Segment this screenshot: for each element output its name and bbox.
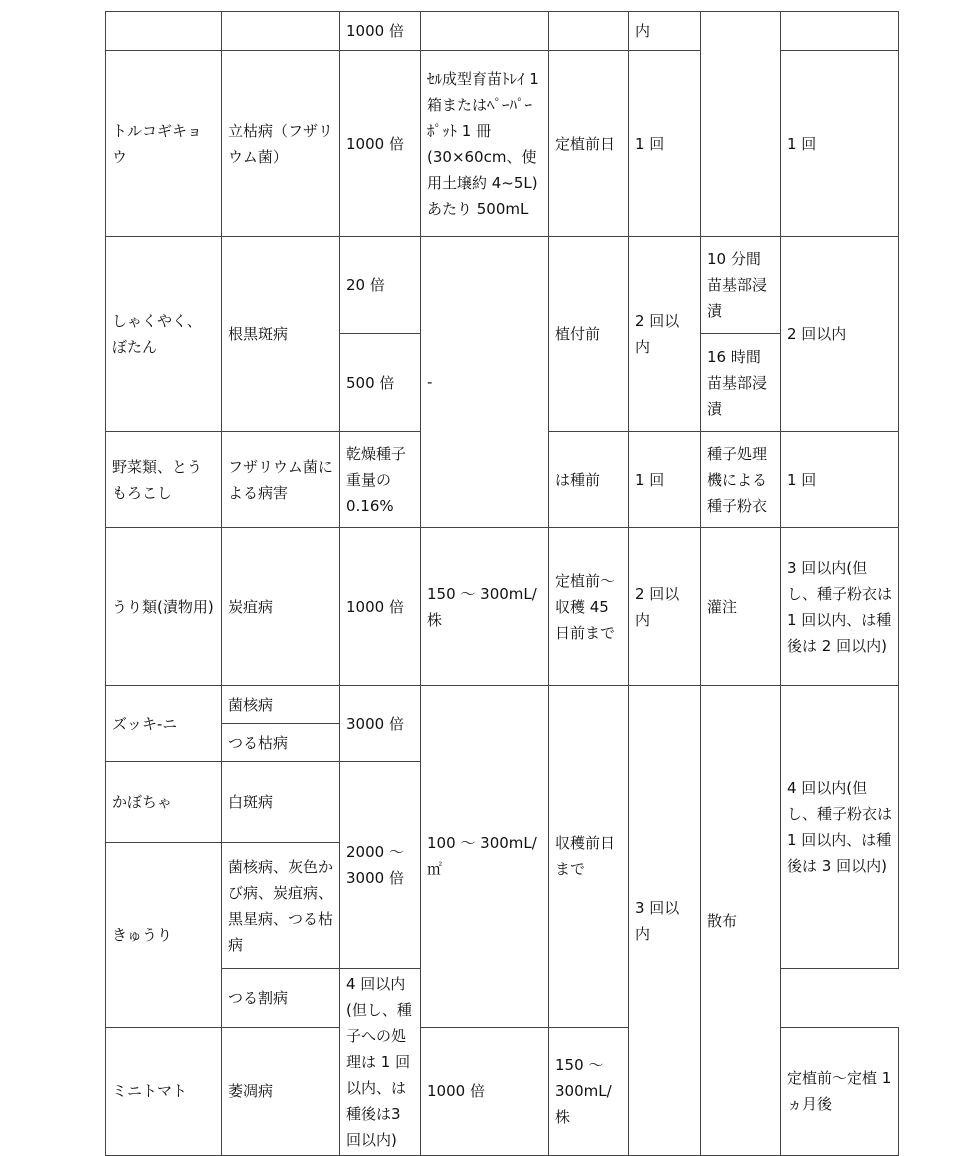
disease-cell: 立枯病（フザリウム菌）	[222, 51, 340, 237]
timing-cell: 収穫前日まで	[549, 686, 629, 1028]
disease-cell: 萎凋病	[222, 1027, 340, 1155]
times-cell: 2 回以内	[629, 237, 701, 432]
table-row	[106, 1027, 899, 1155]
amount-cell: 150 ～ 300mL/株	[421, 528, 549, 686]
disease-cell: 白斑病	[222, 762, 340, 843]
disease-cell	[222, 12, 340, 51]
dilution-cell: 1000 倍	[340, 51, 421, 237]
table-row	[106, 51, 899, 237]
amount-cell: ｾﾙ成型育苗ﾄﾚｲ 1 箱またはﾍﾟｰﾊﾟｰﾎﾟｯﾄ 1 冊(30×60cm、使用土壌約 4~5L)あたり 500mL	[421, 51, 549, 237]
times-cell: 1 回	[629, 432, 701, 528]
dilution-cell: 1000 倍	[340, 12, 421, 51]
times-cell: 2 回以内	[629, 528, 701, 686]
dilution-cell: 乾燥種子重量の 0.16%	[340, 432, 421, 528]
amount-cell: -	[421, 237, 549, 528]
timing-cell: は種前	[549, 432, 629, 528]
timing-cell: 定植前～収穫 45 日前まで	[549, 528, 629, 686]
crop-cell: 野菜類、とうもろこし	[106, 432, 222, 528]
total-cell: 2 回以内	[781, 237, 899, 432]
disease-cell: 菌核病	[222, 686, 340, 724]
disease-cell: つる枯病	[222, 724, 340, 762]
total-cell: 4 回以内(但し、種子粉衣は 1 回以内、は種後は 3 回以内)	[781, 686, 899, 969]
total-cell	[781, 12, 899, 51]
times-cell: 内	[629, 12, 701, 51]
disease-cell: 根黒斑病	[222, 237, 340, 432]
amount-cell	[421, 12, 549, 51]
crop-cell: しゃくやく、ぼたん	[106, 237, 222, 432]
dilution-cell: 500 倍	[340, 334, 421, 432]
crop-cell: ミニトマト	[106, 1027, 222, 1155]
table-row	[106, 237, 899, 334]
method-cell	[701, 12, 781, 237]
dilution-cell: 1000 倍	[340, 528, 421, 686]
amount-cell: 150 ～ 300mL/株	[549, 1027, 629, 1155]
table-row	[106, 528, 899, 686]
table-row	[106, 12, 899, 51]
method-cell: 16 時間苗基部浸漬	[701, 334, 781, 432]
dilution-cell: 20 倍	[340, 237, 421, 334]
crop-cell	[106, 12, 222, 51]
pesticide-usage-table	[105, 11, 899, 1156]
total-cell: 4 回以内(但し、種子への処理は 1 回以内、は種後は3 回以内)	[340, 969, 421, 1156]
times-cell: 1 回	[629, 51, 701, 237]
crop-cell: かぼちゃ	[106, 762, 222, 843]
total-cell: 3 回以内(但し、種子粉衣は 1 回以内、は種後は 2 回以内)	[781, 528, 899, 686]
timing-cell: 定植前～定植 1 ヵ月後	[781, 1027, 899, 1155]
disease-cell: フザリウム菌による病害	[222, 432, 340, 528]
timing-cell: 植付前	[549, 237, 629, 432]
method-cell: 散布	[701, 686, 781, 1156]
amount-cell: 100 ～ 300mL/㎡	[421, 686, 549, 1028]
disease-cell: つる割病	[222, 969, 340, 1028]
dilution-cell: 3000 倍	[340, 686, 421, 762]
method-cell: 10 分間苗基部浸漬	[701, 237, 781, 334]
method-cell: 灌注	[701, 528, 781, 686]
total-cell: 1 回	[781, 51, 899, 237]
times-cell: 3 回以内	[629, 686, 701, 1156]
crop-cell: ズッキ-ニ	[106, 686, 222, 762]
table-row	[106, 686, 899, 724]
crop-cell: きゅうり	[106, 843, 222, 1028]
disease-cell: 菌核病、灰色かび病、炭疽病、黒星病、つる枯病	[222, 843, 340, 969]
disease-cell: 炭疽病	[222, 528, 340, 686]
timing-cell	[549, 12, 629, 51]
dilution-cell: 1000 倍	[421, 1027, 549, 1155]
dilution-cell: 2000 ～ 3000 倍	[340, 762, 421, 969]
crop-cell: うり類(漬物用)	[106, 528, 222, 686]
timing-cell: 定植前日	[549, 51, 629, 237]
total-cell: 1 回	[781, 432, 899, 528]
method-cell: 種子処理機による種子粉衣	[701, 432, 781, 528]
crop-cell: トルコギキョウ	[106, 51, 222, 237]
